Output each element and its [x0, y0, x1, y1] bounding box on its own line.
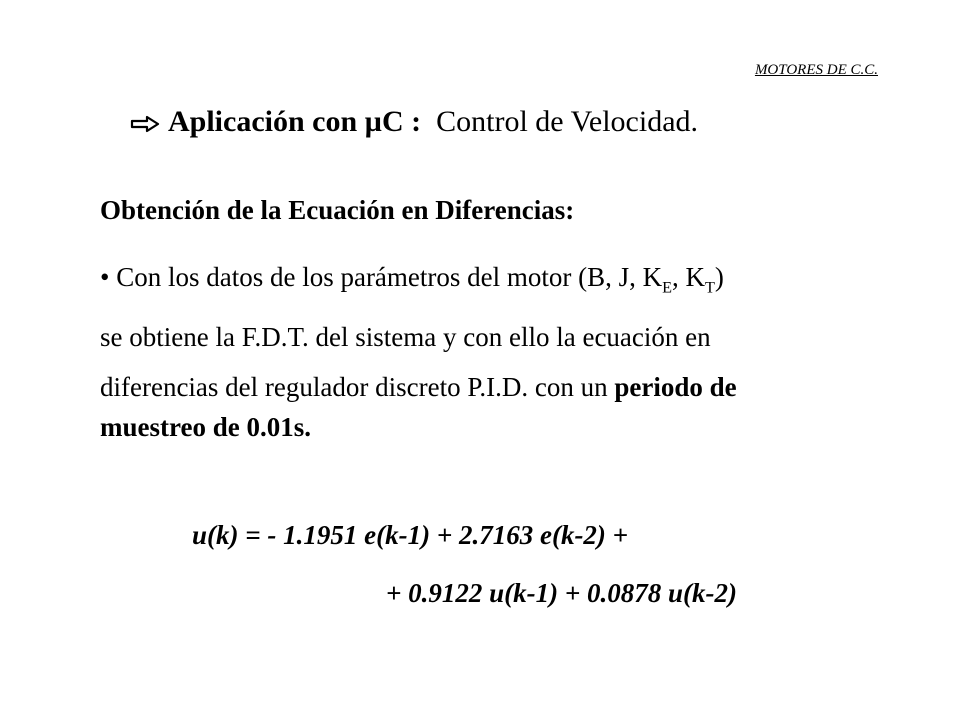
- equation-line-1: u(k) = - 1.1951 e(k-1) + 2.7163 e(k-2) +: [192, 520, 629, 550]
- subtitle-text: Control de Velocidad.: [436, 105, 699, 138]
- subtitle-bold: Aplicación con µC :: [168, 105, 422, 138]
- subscript-e: E: [662, 278, 673, 297]
- slide-subtitle: [130, 104, 698, 142]
- body-paragraph: [100, 252, 870, 442]
- subscript-t: T: [705, 278, 715, 297]
- bullet: •: [100, 262, 110, 292]
- equation-line-2: + 0.9122 u(k-1) + 0.0878 u(k-2): [386, 578, 737, 608]
- paragraph-line-3: diferencias del regulador discreto P.I.D. con un periodo de: [100, 372, 737, 403]
- paragraph-line-1: • Con los datos de los parámetros del motor (B, J, $K_E$, $K_T$): [100, 262, 724, 297]
- paragraph-line-4: muestreo de 0.01s.: [100, 412, 311, 443]
- section-title: Obtención de la Ecuación en Diferencias:: [100, 195, 575, 225]
- paragraph-line-2: se obtiene la F.D.T. del sistema y con ello la ecuación en: [100, 322, 711, 353]
- slide-header: MOTORES DE C.C.: [754, 62, 878, 78]
- right-outline-arrow-icon: [130, 106, 160, 142]
